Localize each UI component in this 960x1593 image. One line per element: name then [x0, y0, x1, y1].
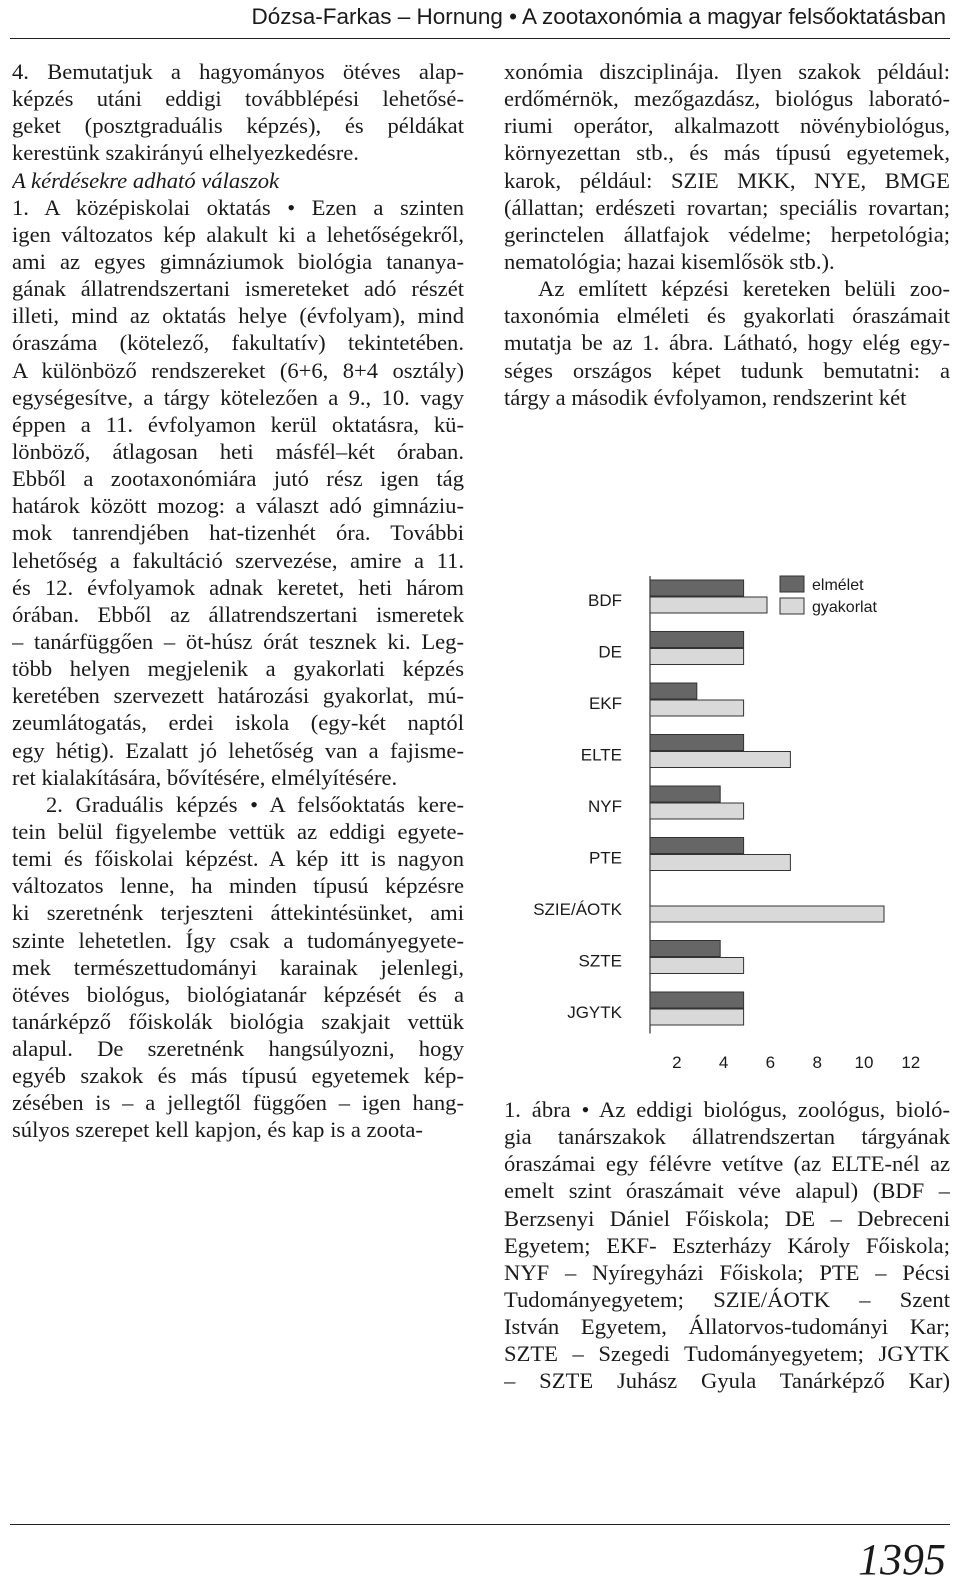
text-line: egyéb szakok és más típusú egyetemek kép- [12, 1063, 464, 1089]
text-line: taxonómia elméleti és gyakorlati óraszámait [504, 303, 950, 329]
legend-label: gyakorlat [812, 599, 877, 616]
text-line: képzés utáni eddigi továbblépési lehetősé- [12, 86, 464, 112]
footer-rule [10, 1524, 950, 1525]
text-line: egységesítve, a tárgy kötelezően a 9., 10. vagy [12, 384, 464, 410]
text-line: tárgy a második évfolyamon, rendszerint két [504, 384, 907, 410]
text-line: szinte lehetetlen. Így csak a tudományegyete- [12, 927, 464, 953]
figure-caption [504, 1096, 950, 1395]
x-tick-label: 8 [812, 1053, 822, 1072]
text-line: xonómia diszciplinája. Ilyen szakok például: [504, 59, 950, 84]
page-number: 1395 [858, 1535, 946, 1584]
bar-elmélet [650, 683, 697, 699]
text-line: ret kialakítására, bővítésére, elmélyítésére. [12, 764, 398, 790]
bar-elmélet [650, 580, 744, 596]
bar-elmélet [650, 632, 744, 648]
x-tick-label: 12 [901, 1053, 921, 1072]
text-line: keretében szervezett határozási gyakorlat, mú- [12, 683, 464, 709]
text-line: séges országos képet tudunk bemutatni: a [504, 357, 950, 383]
bar-gyakorlat [650, 1009, 744, 1025]
text-line: éppen a 11. évfolyamon kerül oktatásra, kü- [12, 411, 464, 437]
figure-1-bar-chart [504, 568, 950, 1086]
text-line: mutatja be az 1. ábra. Látható, hogy elég egy- [504, 330, 950, 356]
text-line: zeumlátogatás, erdei iskola (egy-két naptól [12, 710, 464, 736]
text-line: órában. Ebből az állatrendszertani ismeretek [12, 601, 464, 627]
text-line: több helyen megjelenik a gyakorlati képzés [12, 656, 464, 682]
text-line: egy hétig). Ezalatt jó lehetőség van a fajisme- [12, 737, 464, 763]
bar-gyakorlat [650, 906, 884, 922]
text-line: határok között mozog: a választ adó gimnáziu- [12, 493, 464, 519]
bar-gyakorlat [650, 855, 790, 871]
text-line: – SZTE Juhász Gyula Tanárképző Kar) [504, 1368, 950, 1394]
text-line: erdőmérnök, mezőgazdász, biológus laborató- [504, 86, 950, 112]
bar-elmélet [650, 735, 744, 751]
text-line: és 12. évfolyamok adnak keretet, heti három [12, 574, 464, 600]
x-tick-label: 6 [765, 1053, 776, 1072]
text-line: ami az egyes gimnáziumok biológia tananya- [12, 248, 464, 274]
text-line: Berzsenyi Dániel Főiskola; DE – Debreceni [504, 1205, 950, 1231]
category-label: EKF [588, 694, 622, 713]
text-line: mek természettudományi karainak jelenlegi, [12, 954, 464, 980]
text-line: A különböző rendszereket (6+6, 8+4 osztály) [12, 357, 464, 383]
text-line: SZTE – Szegedi Tudományegyetem; JGYTK [504, 1341, 950, 1367]
category-label: JGYTK [567, 1003, 622, 1022]
text-line: (állattan; erdészeti rovartan; speciális rovartan; [504, 194, 950, 220]
category-label: BDF [588, 591, 622, 610]
legend-swatch-elmélet [780, 576, 804, 592]
bar-gyakorlat [650, 649, 744, 665]
text-line: ötéves biológus, biológiatanár képzését és a [12, 981, 464, 1007]
category-label: SZTE [578, 951, 622, 971]
text-line: illeti, mind az oktatás helye (évfolyam), mind [12, 303, 464, 329]
text-line: változatos lenne, ha minden típusú képzésre [12, 873, 464, 899]
text-line: igen változatos kép alakult ki a lehetőségekről, [12, 221, 464, 247]
text-line: István Egyetem, Állatorvos-tudományi Kar; [504, 1314, 950, 1340]
bar-gyakorlat [650, 700, 744, 716]
category-label: DE [598, 642, 622, 662]
bar-gyakorlat [650, 958, 744, 974]
bar-chart-svg [504, 568, 950, 1086]
right-column [504, 58, 950, 411]
text-line: geket (posztgraduális képzés), és példákat [12, 113, 464, 139]
text-line: nematológia; hazai kisemlősök stb.). [504, 248, 835, 274]
x-tick-label: 10 [854, 1053, 874, 1072]
running-header: Dózsa-Farkas – Hornung • A zootaxonómia a magyar felsőoktatásban [251, 4, 946, 29]
category-label: PTE [588, 848, 622, 868]
legend-label: elmélet [812, 577, 864, 594]
text-line: Tudományegyetem; SZIE/ÁOTK – Szent [504, 1286, 950, 1312]
bar-elmélet [650, 941, 720, 957]
text-line: gerinctelen állatfajok védelme; herpetológia; [504, 221, 950, 247]
text-line: NYF – Nyíregyházi Főiskola; PTE – Pécsi [504, 1259, 950, 1285]
text-line: riumi operátor, alkalmazott növénybiológus, [504, 113, 950, 139]
text-line: mok tanrendjében hat-tizenhét óra. További [12, 520, 464, 546]
text-line: lehetőség a fakultáció szervezése, amire a 11. [12, 547, 464, 573]
header-rule [10, 38, 950, 39]
text-line: óraszáma (kötelező, fakultatív) tekintetében. [12, 330, 464, 356]
text-line: – tanárfüggően – öt-húsz órát tesznek ki. Leg- [12, 628, 464, 654]
bar-gyakorlat [650, 597, 767, 613]
bar-gyakorlat [650, 752, 790, 768]
text-line: kerestünk szakirányú elhelyezkedésre. [12, 140, 359, 166]
text-line: alapul. De szeretnénk hangsúlyozni, hogy [12, 1036, 464, 1062]
text-line: zésében is – a jellegtől függően – igen hang- [12, 1090, 464, 1116]
x-tick-label: 2 [672, 1053, 682, 1072]
text-line: 1. ábra • Az eddigi biológus, zoológus, bioló- [504, 1097, 950, 1122]
text-line: A kérdésekre adható válaszok [12, 167, 280, 193]
category-label: NYF [588, 797, 622, 816]
x-tick-label: 4 [718, 1053, 729, 1072]
text-line: Egyetem; EKF- Eszterházy Károly Főiskola; [504, 1232, 950, 1258]
legend-swatch-gyakorlat [780, 598, 804, 614]
left-column [12, 58, 464, 1144]
text-line: gának állatrendszertani ismereteket adó részét [12, 276, 464, 302]
text-line: ki szeretnénk terjeszteni áttekintésünket, ami [12, 900, 464, 926]
category-label: ELTE [580, 745, 622, 765]
bar-elmélet [650, 786, 720, 802]
text-line: Ebből a zootaxonómiára jutó rész igen tág [12, 466, 464, 492]
text-line: 2. Graduális képzés • A felsőoktatás kere- [46, 791, 464, 817]
text-line: 1. A középiskolai oktatás • Ezen a szinten [12, 194, 464, 220]
text-line: 4. Bemutatjuk a hagyományos ötéves alap- [12, 59, 464, 84]
text-line: tein belül figyelembe vettük az eddigi egyete- [12, 818, 464, 844]
text-line: súlyos szerepet kell kapjon, és kap is a zoota- [12, 1117, 423, 1143]
text-line: óraszámai egy félévre vetítve (az ELTE-nél az [504, 1151, 950, 1177]
text-line: környezettan stb., és más típusú egyetemek, [504, 140, 950, 166]
category-label: SZIE/ÁOTK [533, 900, 622, 919]
text-line: karok, például: SZIE MKK, NYE, BMGE [504, 167, 950, 193]
text-line: emelt szint óraszámait véve alapul) (BDF – [504, 1178, 950, 1204]
text-line: temi és főiskolai képzést. A kép itt is nagyon [12, 846, 464, 872]
bar-elmélet [650, 838, 744, 854]
text-line: lönböző, átlagosan heti másfél–két óraban. [12, 438, 464, 464]
bar-elmélet [650, 992, 744, 1008]
text-line: tanárképző főiskolák biológia szakjait vettük [12, 1008, 464, 1034]
text-line: gia tanárszakok állatrendszertan tárgyának [504, 1124, 950, 1150]
text-line: Az említett képzési kereteken belüli zoo- [538, 276, 950, 302]
bar-gyakorlat [650, 803, 744, 819]
